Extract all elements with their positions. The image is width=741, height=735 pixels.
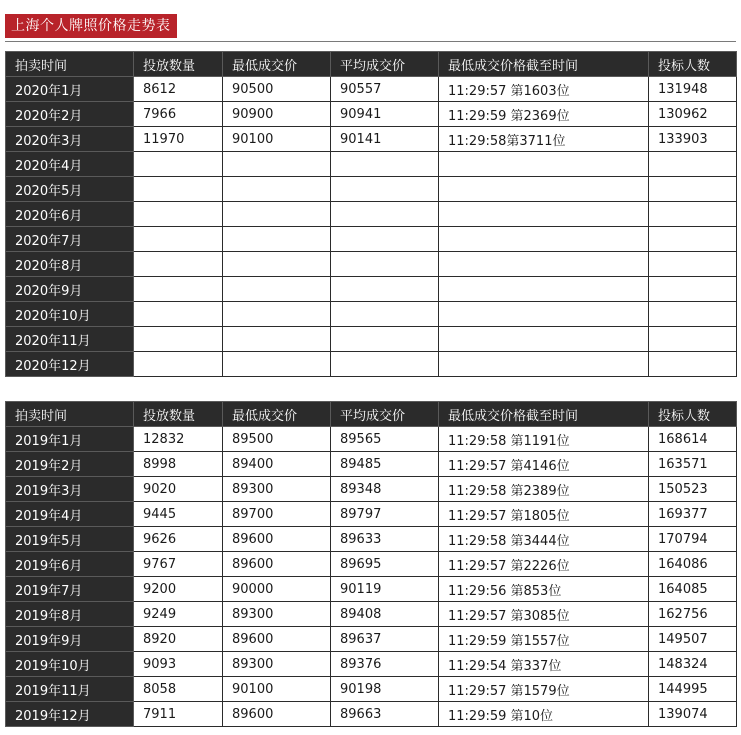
cell-avg-price: 90119	[331, 577, 439, 602]
table-row	[6, 577, 737, 602]
cell-quota	[134, 352, 223, 377]
cell-month: 2019年11月	[6, 677, 134, 702]
table-row	[6, 452, 737, 477]
cell-bidders	[649, 302, 737, 327]
cell-cutoff: 11:29:58 第2389位	[439, 477, 649, 502]
cell-quota	[134, 252, 223, 277]
col-header-quota: 投放数量	[134, 402, 223, 427]
cell-quota	[134, 227, 223, 252]
cell-month: 2019年12月	[6, 702, 134, 727]
cell-avg-price: 89663	[331, 702, 439, 727]
cell-avg-price	[331, 177, 439, 202]
cell-min-price	[223, 252, 331, 277]
table-row	[6, 152, 737, 177]
cell-bidders: 150523	[649, 477, 737, 502]
cell-month: 2019年1月	[6, 427, 134, 452]
cell-quota: 9020	[134, 477, 223, 502]
cell-min-price	[223, 327, 331, 352]
col-header-min-price-cutoff: 最低成交价格截至时间	[439, 52, 649, 77]
table-row	[6, 127, 737, 152]
table-row	[6, 627, 737, 652]
cell-quota	[134, 177, 223, 202]
cell-avg-price: 89565	[331, 427, 439, 452]
title-divider	[5, 41, 736, 42]
cell-avg-price: 89408	[331, 602, 439, 627]
table-row	[6, 77, 737, 102]
cell-bidders: 164085	[649, 577, 737, 602]
cell-bidders	[649, 202, 737, 227]
table-row	[6, 202, 737, 227]
table-row	[6, 102, 737, 127]
cell-avg-price: 89348	[331, 477, 439, 502]
cell-month: 2020年12月	[6, 352, 134, 377]
cell-month: 2020年2月	[6, 102, 134, 127]
cell-bidders: 170794	[649, 527, 737, 552]
cell-cutoff	[439, 302, 649, 327]
cell-quota: 9445	[134, 502, 223, 527]
cell-min-price: 89600	[223, 627, 331, 652]
cell-avg-price	[331, 302, 439, 327]
table-row	[6, 527, 737, 552]
page-title: 上海个人牌照价格走势表	[5, 14, 177, 38]
cell-bidders: 139074	[649, 702, 737, 727]
cell-cutoff	[439, 352, 649, 377]
cell-min-price: 90000	[223, 577, 331, 602]
cell-cutoff	[439, 177, 649, 202]
cell-avg-price	[331, 352, 439, 377]
cell-bidders	[649, 352, 737, 377]
col-header-bidders: 投标人数	[649, 402, 737, 427]
cell-min-price	[223, 202, 331, 227]
cell-bidders: 169377	[649, 502, 737, 527]
cell-bidders	[649, 277, 737, 302]
cell-min-price: 90500	[223, 77, 331, 102]
table-row	[6, 352, 737, 377]
col-header-bidders: 投标人数	[649, 52, 737, 77]
cell-quota: 12832	[134, 427, 223, 452]
cell-avg-price	[331, 202, 439, 227]
cell-cutoff: 11:29:57 第2226位	[439, 552, 649, 577]
col-header-avg-price: 平均成交价	[331, 52, 439, 77]
cell-bidders: 144995	[649, 677, 737, 702]
cell-avg-price: 89695	[331, 552, 439, 577]
cell-month: 2019年9月	[6, 627, 134, 652]
cell-quota	[134, 327, 223, 352]
cell-month: 2020年7月	[6, 227, 134, 252]
cell-avg-price	[331, 152, 439, 177]
cell-cutoff	[439, 152, 649, 177]
table-row	[6, 427, 737, 452]
cell-quota: 9200	[134, 577, 223, 602]
cell-min-price: 89700	[223, 502, 331, 527]
cell-cutoff: 11:29:57 第4146位	[439, 452, 649, 477]
table-row	[6, 602, 737, 627]
cell-cutoff	[439, 327, 649, 352]
col-header-auction-time: 拍卖时间	[6, 402, 134, 427]
table-row	[6, 477, 737, 502]
cell-cutoff	[439, 227, 649, 252]
cell-min-price: 90100	[223, 127, 331, 152]
cell-month: 2019年2月	[6, 452, 134, 477]
cell-quota: 8920	[134, 627, 223, 652]
cell-month: 2019年7月	[6, 577, 134, 602]
col-header-min-price-cutoff: 最低成交价格截至时间	[439, 402, 649, 427]
cell-bidders: 148324	[649, 652, 737, 677]
table-row	[6, 702, 737, 727]
cell-month: 2020年8月	[6, 252, 134, 277]
cell-month: 2019年3月	[6, 477, 134, 502]
cell-cutoff	[439, 277, 649, 302]
col-header-auction-time: 拍卖时间	[6, 52, 134, 77]
cell-month: 2020年3月	[6, 127, 134, 152]
cell-cutoff	[439, 202, 649, 227]
cell-avg-price: 89633	[331, 527, 439, 552]
cell-bidders	[649, 177, 737, 202]
table-row	[6, 227, 737, 252]
cell-min-price: 89600	[223, 702, 331, 727]
cell-min-price	[223, 152, 331, 177]
col-header-quota: 投放数量	[134, 52, 223, 77]
cell-min-price	[223, 302, 331, 327]
cell-avg-price: 89797	[331, 502, 439, 527]
table-row	[6, 552, 737, 577]
cell-cutoff: 11:29:58 第3444位	[439, 527, 649, 552]
cell-quota: 9093	[134, 652, 223, 677]
cell-min-price: 89300	[223, 477, 331, 502]
cell-quota: 9767	[134, 552, 223, 577]
cell-bidders: 164086	[649, 552, 737, 577]
table-2019	[5, 401, 737, 727]
cell-bidders: 162756	[649, 602, 737, 627]
table-header-row	[6, 402, 737, 427]
cell-quota	[134, 202, 223, 227]
cell-quota: 9249	[134, 602, 223, 627]
cell-month: 2020年5月	[6, 177, 134, 202]
cell-min-price	[223, 227, 331, 252]
cell-avg-price: 90557	[331, 77, 439, 102]
col-header-avg-price: 平均成交价	[331, 402, 439, 427]
cell-cutoff: 11:29:58第3711位	[439, 127, 649, 152]
cell-cutoff: 11:29:57 第1805位	[439, 502, 649, 527]
table-header-row	[6, 52, 737, 77]
table-2020	[5, 51, 737, 377]
cell-avg-price: 89485	[331, 452, 439, 477]
cell-avg-price: 89637	[331, 627, 439, 652]
cell-min-price	[223, 277, 331, 302]
cell-quota	[134, 302, 223, 327]
cell-cutoff: 11:29:59 第1557位	[439, 627, 649, 652]
cell-avg-price: 90941	[331, 102, 439, 127]
cell-month: 2019年8月	[6, 602, 134, 627]
cell-avg-price	[331, 227, 439, 252]
cell-bidders	[649, 227, 737, 252]
cell-bidders: 168614	[649, 427, 737, 452]
cell-month: 2020年6月	[6, 202, 134, 227]
cell-cutoff: 11:29:59 第2369位	[439, 102, 649, 127]
cell-cutoff: 11:29:57 第1603位	[439, 77, 649, 102]
cell-quota: 8612	[134, 77, 223, 102]
cell-cutoff: 11:29:58 第1191位	[439, 427, 649, 452]
cell-month: 2020年9月	[6, 277, 134, 302]
cell-month: 2020年4月	[6, 152, 134, 177]
cell-cutoff	[439, 252, 649, 277]
cell-bidders: 133903	[649, 127, 737, 152]
cell-avg-price	[331, 277, 439, 302]
cell-cutoff: 11:29:54 第337位	[439, 652, 649, 677]
cell-quota: 8998	[134, 452, 223, 477]
cell-month: 2020年1月	[6, 77, 134, 102]
table-row	[6, 652, 737, 677]
cell-quota: 7966	[134, 102, 223, 127]
cell-avg-price: 90141	[331, 127, 439, 152]
col-header-min-price: 最低成交价	[223, 52, 331, 77]
cell-min-price: 89500	[223, 427, 331, 452]
table-row	[6, 327, 737, 352]
cell-quota: 11970	[134, 127, 223, 152]
cell-quota	[134, 152, 223, 177]
cell-quota: 7911	[134, 702, 223, 727]
cell-quota: 8058	[134, 677, 223, 702]
cell-month: 2019年6月	[6, 552, 134, 577]
cell-cutoff: 11:29:57 第3085位	[439, 602, 649, 627]
cell-min-price: 90100	[223, 677, 331, 702]
cell-bidders: 130962	[649, 102, 737, 127]
cell-avg-price	[331, 252, 439, 277]
cell-cutoff: 11:29:56 第853位	[439, 577, 649, 602]
cell-min-price: 89400	[223, 452, 331, 477]
cell-bidders: 163571	[649, 452, 737, 477]
cell-min-price: 89600	[223, 527, 331, 552]
cell-bidders	[649, 327, 737, 352]
table-row	[6, 177, 737, 202]
cell-avg-price: 90198	[331, 677, 439, 702]
cell-month: 2019年4月	[6, 502, 134, 527]
cell-cutoff: 11:29:57 第1579位	[439, 677, 649, 702]
cell-min-price: 90900	[223, 102, 331, 127]
cell-avg-price: 89376	[331, 652, 439, 677]
col-header-min-price: 最低成交价	[223, 402, 331, 427]
table-row	[6, 252, 737, 277]
cell-month: 2019年10月	[6, 652, 134, 677]
cell-month: 2019年5月	[6, 527, 134, 552]
cell-min-price: 89600	[223, 552, 331, 577]
cell-bidders	[649, 152, 737, 177]
table-row	[6, 502, 737, 527]
cell-quota: 9626	[134, 527, 223, 552]
table-row	[6, 677, 737, 702]
cell-bidders	[649, 252, 737, 277]
cell-avg-price	[331, 327, 439, 352]
cell-bidders: 149507	[649, 627, 737, 652]
table-row	[6, 302, 737, 327]
cell-min-price: 89300	[223, 602, 331, 627]
cell-quota	[134, 277, 223, 302]
cell-min-price: 89300	[223, 652, 331, 677]
cell-bidders: 131948	[649, 77, 737, 102]
table-row	[6, 277, 737, 302]
cell-min-price	[223, 352, 331, 377]
cell-cutoff: 11:29:59 第10位	[439, 702, 649, 727]
cell-min-price	[223, 177, 331, 202]
cell-month: 2020年10月	[6, 302, 134, 327]
cell-month: 2020年11月	[6, 327, 134, 352]
